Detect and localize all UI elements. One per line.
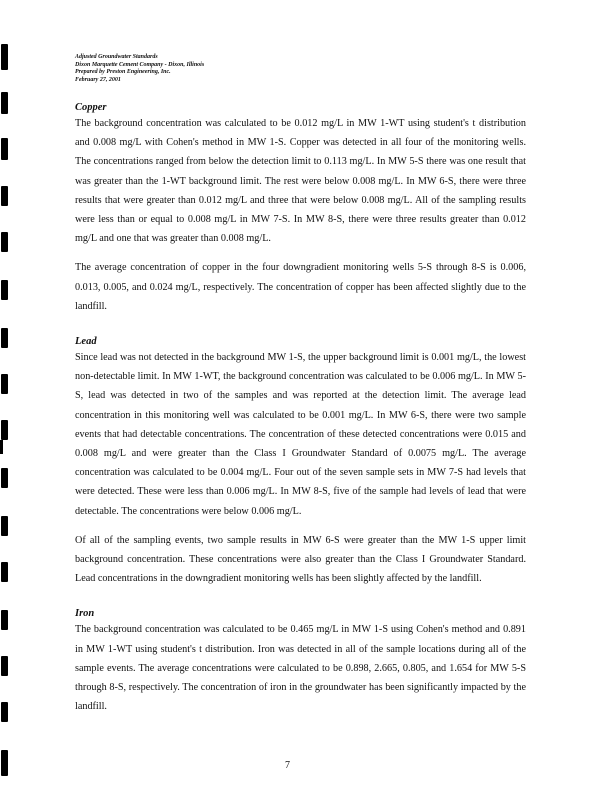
binding-hole	[1, 232, 8, 252]
binding-hole	[1, 328, 8, 348]
binding-hole	[1, 138, 8, 160]
header-title: Adjusted Groundwater Standards	[75, 54, 158, 60]
binding-holes	[0, 0, 12, 800]
binding-hole	[1, 750, 8, 776]
binding-hole	[1, 656, 8, 676]
section-heading-iron: Iron	[75, 608, 95, 620]
iron-paragraph-1: The background concentration was calculated to be 0.465 mg/L in MW 1-S using Cohen's method and 0.891 in MW 1-WT using student's t distribution. Iron was detected in all of the sample locations during all of the sample events. The average concentrations were calculated to be 0.898, 2.665, 0.805, and 1.654 for MW 5-S through 8-S, respectively. The concentration of iron in the groundwater has been significantly impacted by the landfill.	[75, 624, 526, 713]
header-date: February 27, 2001	[75, 76, 121, 83]
page-number: 7	[285, 760, 290, 771]
copper-paragraph-1: The background concentration was calculated to be 0.012 mg/L in MW 1-WT using student's t distribution and 0.008 mg/L with Cohen's method in MW 1-S. Copper was detected in all four of the monitoring wells. The concentrations ranged from below the detection limit to 0.113 mg/L. In MW 5-S there was one result that was greater than the 1-WT background limit. The rest were below 0.008 mg/L. In MW 6-S, there were three results that were greater than 0.012 mg/L and three that were below 0.008 mg/L. All of the sampling results were less than or equal to 0.008 mg/L in MW 7-S. In MW 8-S, there were three results greater than 0.012 mg/L and one that was greater than 0.008 mg/L.	[75, 118, 526, 245]
binding-hole	[1, 420, 8, 440]
section-heading-lead: Lead	[75, 336, 97, 348]
document-header	[75, 54, 335, 84]
binding-hole	[1, 44, 8, 70]
binding-hole	[1, 562, 8, 582]
binding-hole	[1, 92, 8, 114]
binding-hole	[1, 516, 8, 536]
copper-paragraph-2: The average concentration of copper in the four downgradient monitoring wells 5-S through 8-S is 0.006, 0.013, 0.005, and 0.024 mg/L, respectively. The concentration of copper has been affected slightly due to the landfill.	[75, 262, 526, 312]
binding-hole	[1, 186, 8, 206]
binding-hole	[1, 610, 8, 630]
header-company: Dixon Marquette Cement Company - Dixon, Illinois	[75, 61, 205, 68]
header-preparer: Prepared by Preston Engineering, Inc.	[75, 69, 171, 75]
binding-hole	[1, 280, 8, 300]
scan-artifact	[0, 440, 3, 454]
section-heading-copper: Copper	[75, 102, 107, 113]
binding-hole	[1, 468, 8, 488]
binding-hole	[1, 374, 8, 394]
lead-paragraph-2: Of all of the sampling events, two sample results in MW 6-S were greater than the MW 1-S upper limit background concentration. These concentrations were also greater than the Class I Groundwater Standard. Lead concentrations in the downgradient monitoring wells has been slightly affected by the landfill.	[75, 534, 526, 585]
binding-hole	[1, 702, 8, 722]
document-body	[75, 101, 526, 716]
lead-paragraph-1: Since lead was not detected in the background MW 1-S, the upper background limit is 0.001 mg/L, the lowest non-detectable limit. In MW 1-WT, the background concentration was calculated to be 0.006 mg/L. In MW 5-S, lead was detected in two of the samples and was reported at the detection limit. The average lead concentration in this monitoring well was calculated to be 0.001 mg/L. In MW 6-S, there were two sample events that had detectable concentrations. The concentration of these detected concentrations were 0.015 and 0.008 mg/L and were greater than the Class I Groundwater Standard of 0.0075 mg/L. The average concentration was calculated to be 0.004 mg/L. Four out of the seven sample sets in MW 7-S had levels that were detected. These were less than 0.006 mg/L. In MW 8-S, five of the sample had levels of lead that were detectable. The concentrations were below 0.006 mg/L.	[75, 352, 526, 517]
